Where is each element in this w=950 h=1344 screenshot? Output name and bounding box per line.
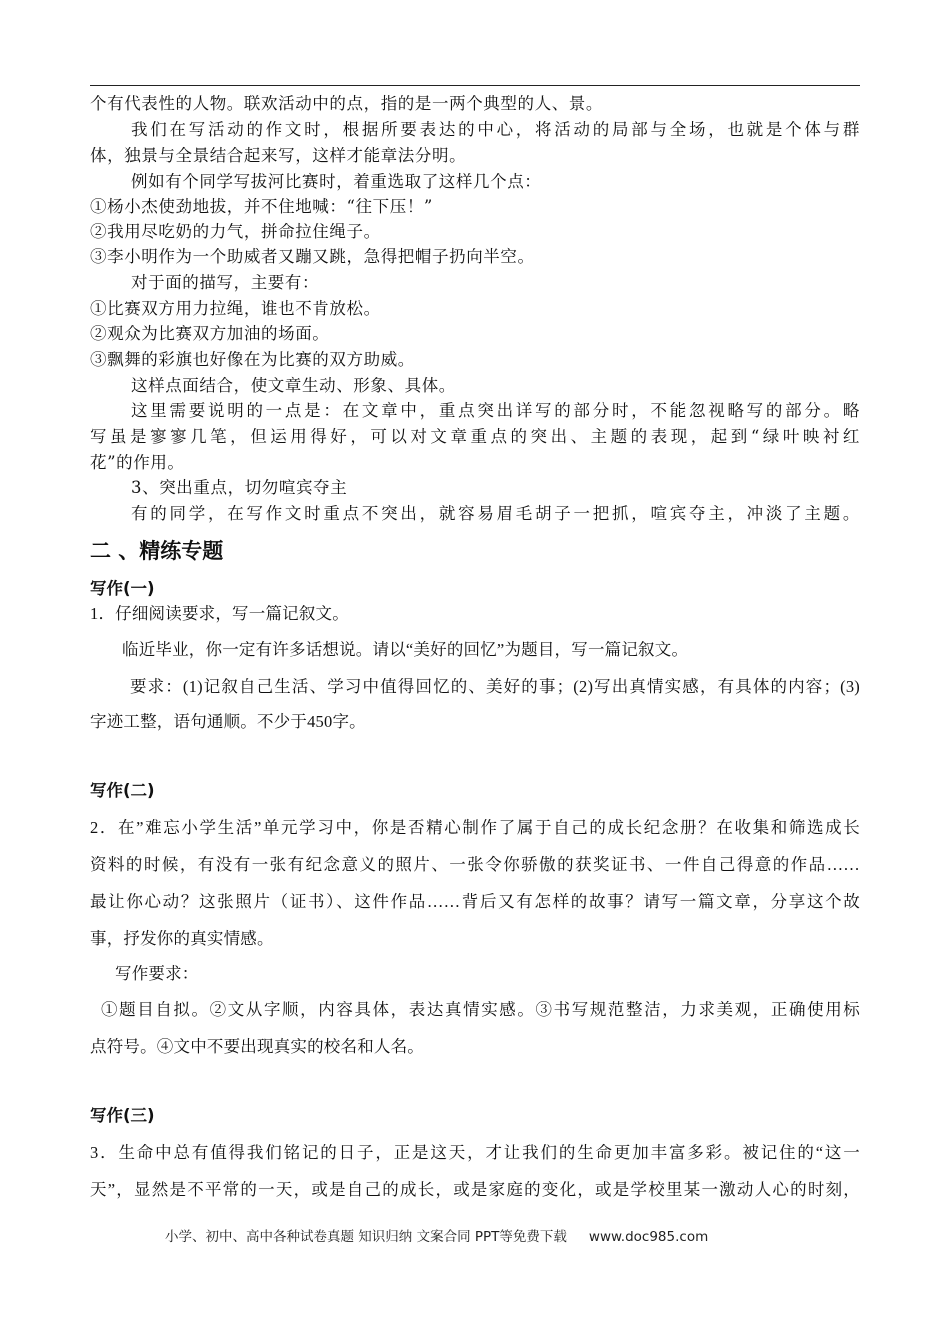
body-line: 写虽是寥寥几笔，但运用得好，可以对文章重点的突出、主题的表现，起到“绿叶映衬红: [90, 427, 860, 446]
section-title: 二 、精练专题: [90, 539, 224, 563]
body-line: 这里需要说明的一点是：在文章中，重点突出详写的部分时，不能忽视略写的部分。略: [131, 401, 860, 420]
question-2: 最让你心动？这张照片（证书）、这件作品……背后又有怎样的故事？请写一篇文章，分享这个故: [90, 892, 860, 911]
question-2-requirement-label: 写作要求：: [115, 964, 199, 983]
question-3: 3．生命中总有值得我们铭记的日子，正是这天，才让我们的生命更加丰富多彩。被记住的“这一: [90, 1143, 860, 1162]
subheading: 3、突出重点，切勿喧宾夺主: [131, 478, 348, 497]
question-2: 资料的时候，有没有一张有纪念意义的照片、一张令你骄傲的获奖证书、一件自己得意的作品……: [90, 855, 860, 874]
list-item: ②我用尽吃奶的力气，拼命拉住绳子。: [90, 222, 381, 241]
body-line: 例如有个同学写拔河比赛时，着重选取了这样几个点：: [131, 172, 542, 191]
question-2-requirement: 点符号。④文中不要出现真实的校名和人名。: [90, 1037, 424, 1056]
question-3: 天”，显然是不平常的一天，或是自己的成长，或是家庭的变化，或是学校里某一激动人心的时刻，: [90, 1180, 860, 1199]
body-line: 我们在写活动的作文时，根据所要表达的中心，将活动的局部与全场，也就是个体与群: [131, 120, 860, 139]
question-2-requirement: ①题目自拟。②文从字顺，内容具体，表达真情实感。③书写规范整洁，力求美观，正确使用标: [101, 1000, 860, 1019]
list-item: ②观众为比赛双方加油的场面。: [90, 324, 330, 343]
header-rule: [90, 85, 860, 86]
writing-3-title: 写作(三): [90, 1106, 155, 1125]
body-line: 有的同学，在写作文时重点不突出，就容易眉毛胡子一把抓，喧宾夺主，冲淡了主题。: [131, 504, 860, 523]
question-2: 2．在”难忘小学生活”单元学习中，你是否精心制作了属于自己的成长纪念册？在收集和筛选成长: [90, 818, 860, 837]
question-2: 事，抒发你的真实情感。: [90, 929, 274, 948]
body-line: 体，独景与全景结合起来写，这样才能章法分明。: [90, 146, 467, 165]
question-1: 1．仔细阅读要求，写一篇记叙文。: [90, 604, 349, 623]
body-line: 这样点面结合，使文章生动、形象、具体。: [131, 376, 456, 395]
footer-url-link[interactable]: www.doc985.com: [588, 1229, 709, 1245]
question-1-prompt: 临近毕业，你一定有许多话想说。请以“美好的回忆”为题目，写一篇记叙文。: [122, 640, 689, 659]
body-line: 花”的作用。: [90, 453, 185, 472]
list-item: ①比赛双方用力拉绳，谁也不肯放松。: [90, 299, 381, 318]
question-1-requirement: 字迹工整，语句通顺。不少于450字。: [90, 712, 366, 731]
footer: [165, 1228, 708, 1246]
writing-2-title: 写作(二): [90, 781, 155, 800]
footer-text: 小学、初中、高中各种试卷真题 知识归纳 文案合同 PPT等免费下载: [165, 1229, 567, 1245]
body-line: 对于面的描写，主要有：: [131, 273, 320, 292]
list-item: ③飘舞的彩旗也好像在为比赛的双方助威。: [90, 350, 415, 369]
list-item: ①杨小杰使劲地拔，并不住地喊：“往下压！”: [90, 197, 433, 216]
question-1-requirement: 要求：(1)记叙自己生活、学习中值得回忆的、美好的事；(2)写出真情实感，有具体的内容；(3): [130, 677, 860, 696]
body-line: 个有代表性的人物。联欢活动中的点，指的是一两个典型的人、景。: [90, 94, 603, 113]
writing-1-title: 写作(一): [90, 579, 155, 598]
list-item: ③李小明作为一个助威者又蹦又跳，急得把帽子扔向半空。: [90, 247, 535, 266]
